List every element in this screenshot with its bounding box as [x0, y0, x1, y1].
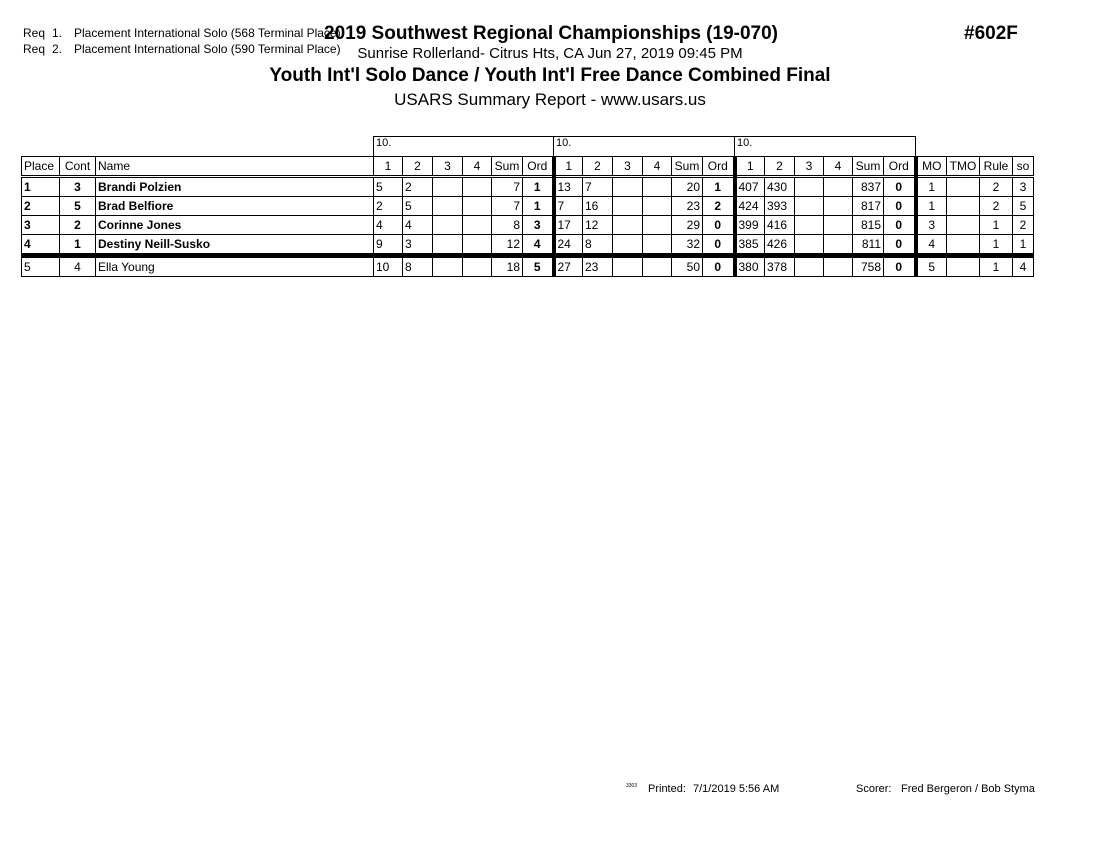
col-j3: 3	[613, 157, 643, 177]
col-j4: 4	[463, 157, 492, 177]
judge-score-cell	[643, 216, 672, 235]
judge-score-cell: 9	[374, 235, 403, 256]
judge-score-cell	[643, 177, 672, 197]
judge-score-cell	[824, 256, 853, 277]
col-sum: Sum	[672, 157, 703, 177]
judge-score-cell	[795, 235, 824, 256]
sum-cell: 12	[492, 235, 523, 256]
col-j2: 2	[765, 157, 795, 177]
judge-score-cell: 13	[554, 177, 583, 197]
group-3-label: 10.	[735, 137, 916, 157]
judge-score-cell	[795, 197, 824, 216]
column-header-row	[22, 157, 1034, 177]
ord-cell: 0	[884, 197, 916, 216]
sum-cell: 817	[853, 197, 884, 216]
judge-score-cell	[824, 216, 853, 235]
judge-score-cell	[613, 235, 643, 256]
mo-cell: 3	[916, 216, 947, 235]
sum-cell: 837	[853, 177, 884, 197]
ord-cell: 4	[523, 235, 554, 256]
col-j3: 3	[795, 157, 824, 177]
ord-cell: 0	[703, 216, 735, 235]
table-row	[22, 256, 1034, 277]
cont-cell: 4	[60, 256, 96, 277]
sum-cell: 20	[672, 177, 703, 197]
mo-cell: 5	[916, 256, 947, 277]
table-row	[22, 177, 1034, 197]
judge-score-cell	[824, 235, 853, 256]
judge-score-cell	[795, 216, 824, 235]
judge-score-cell: 416	[765, 216, 795, 235]
req-number: 1.	[52, 26, 63, 40]
judge-score-cell	[643, 256, 672, 277]
judge-score-cell: 5	[374, 177, 403, 197]
so-cell: 3	[1013, 177, 1034, 197]
cont-cell: 5	[60, 197, 96, 216]
table-row	[22, 216, 1034, 235]
sum-cell: 811	[853, 235, 884, 256]
judge-score-cell: 24	[554, 235, 583, 256]
req-label: Req	[23, 42, 46, 56]
sum-cell: 50	[672, 256, 703, 277]
req-text: Placement International Solo (568 Terminal Place)	[74, 26, 341, 40]
place-cell: 5	[22, 256, 60, 277]
judge-score-cell	[613, 256, 643, 277]
col-j1: 1	[554, 157, 583, 177]
rule-cell: 2	[980, 177, 1013, 197]
so-cell: 4	[1013, 256, 1034, 277]
judge-score-cell: 7	[554, 197, 583, 216]
col-sum: Sum	[853, 157, 884, 177]
col-place: Place	[22, 157, 60, 177]
name-cell: Corinne Jones	[96, 216, 374, 235]
ord-cell: 0	[703, 256, 735, 277]
judge-score-cell	[463, 197, 492, 216]
so-cell: 2	[1013, 216, 1034, 235]
tmo-cell	[947, 216, 980, 235]
col-ord: Ord	[703, 157, 735, 177]
so-cell: 1	[1013, 235, 1034, 256]
ord-cell: 1	[523, 197, 554, 216]
printed-label: Printed:	[648, 783, 686, 795]
col-j4: 4	[643, 157, 672, 177]
judge-score-cell: 424	[735, 197, 765, 216]
sum-cell: 7	[492, 177, 523, 197]
judge-score-cell	[433, 177, 463, 197]
so-cell: 5	[1013, 197, 1034, 216]
ord-cell: 2	[703, 197, 735, 216]
judge-score-cell: 17	[554, 216, 583, 235]
judge-score-cell: 10	[374, 256, 403, 277]
judge-score-cell: 4	[403, 216, 433, 235]
ord-cell: 0	[884, 216, 916, 235]
sum-cell: 758	[853, 256, 884, 277]
judge-score-cell	[824, 197, 853, 216]
col-so: so	[1013, 157, 1034, 177]
ord-cell: 0	[884, 256, 916, 277]
rule-cell: 2	[980, 197, 1013, 216]
sum-cell: 815	[853, 216, 884, 235]
judge-score-cell: 12	[583, 216, 613, 235]
judge-score-cell: 380	[735, 256, 765, 277]
judge-score-cell	[613, 216, 643, 235]
name-cell: Brandi Polzien	[96, 177, 374, 197]
judge-score-cell: 7	[583, 177, 613, 197]
judge-score-cell	[433, 197, 463, 216]
group-header-row	[22, 137, 1034, 157]
sum-cell: 29	[672, 216, 703, 235]
judge-score-cell: 378	[765, 256, 795, 277]
ord-cell: 3	[523, 216, 554, 235]
name-cell: Destiny Neill-Susko	[96, 235, 374, 256]
col-j2: 2	[583, 157, 613, 177]
competition-title: 2019 Southwest Regional Championships (19-070)	[324, 23, 778, 44]
rule-cell: 1	[980, 256, 1013, 277]
col-j2: 2	[403, 157, 433, 177]
col-ord: Ord	[523, 157, 554, 177]
judge-score-cell	[643, 197, 672, 216]
sum-cell: 18	[492, 256, 523, 277]
col-sum: Sum	[492, 157, 523, 177]
col-j1: 1	[735, 157, 765, 177]
judge-score-cell: 430	[765, 177, 795, 197]
col-j1: 1	[374, 157, 403, 177]
sum-cell: 7	[492, 197, 523, 216]
judge-score-cell	[795, 177, 824, 197]
scorer-value: Fred Bergeron / Bob Styma	[901, 783, 1035, 795]
table-row	[22, 197, 1034, 216]
judge-score-cell: 8	[403, 256, 433, 277]
judge-score-cell	[433, 256, 463, 277]
mo-cell: 1	[916, 197, 947, 216]
judge-score-cell	[463, 216, 492, 235]
ord-cell: 1	[523, 177, 554, 197]
tmo-cell	[947, 197, 980, 216]
sum-cell: 8	[492, 216, 523, 235]
mo-cell: 1	[916, 177, 947, 197]
ord-cell: 0	[884, 235, 916, 256]
judge-score-cell	[824, 177, 853, 197]
judge-score-cell: 8	[583, 235, 613, 256]
judge-score-cell	[795, 256, 824, 277]
req-number: 2.	[52, 42, 63, 56]
judge-score-cell: 4	[374, 216, 403, 235]
col-cont: Cont	[60, 157, 96, 177]
col-mo: MO	[916, 157, 947, 177]
judge-score-cell: 16	[583, 197, 613, 216]
event-title: Youth Int'l Solo Dance / Youth Int'l Free Dance Combined Final	[269, 65, 831, 86]
results-table	[21, 136, 1034, 277]
judge-score-cell	[463, 177, 492, 197]
rule-cell: 1	[980, 216, 1013, 235]
mo-cell: 4	[916, 235, 947, 256]
ord-cell: 0	[884, 177, 916, 197]
name-cell: Brad Belfiore	[96, 197, 374, 216]
judge-score-cell: 23	[583, 256, 613, 277]
cont-cell: 2	[60, 216, 96, 235]
tmo-cell	[947, 177, 980, 197]
sum-cell: 32	[672, 235, 703, 256]
col-name: Name	[96, 157, 374, 177]
place-cell: 1	[22, 177, 60, 197]
report-subtitle: USARS Summary Report - www.usars.us	[394, 90, 706, 109]
col-j3: 3	[433, 157, 463, 177]
judge-score-cell	[613, 197, 643, 216]
judge-score-cell: 393	[765, 197, 795, 216]
judge-score-cell: 2	[403, 177, 433, 197]
name-cell: Ella Young	[96, 256, 374, 277]
req-label: Req	[23, 26, 46, 40]
judge-score-cell	[433, 235, 463, 256]
group-1-label: 10.	[374, 137, 554, 157]
ord-cell: 0	[703, 235, 735, 256]
judge-score-cell: 27	[554, 256, 583, 277]
tmo-cell	[947, 235, 980, 256]
judge-score-cell	[433, 216, 463, 235]
printed-value: 7/1/2019 5:56 AM	[693, 783, 780, 795]
group-2-label: 10.	[554, 137, 735, 157]
col-j4: 4	[824, 157, 853, 177]
judge-score-cell	[643, 235, 672, 256]
col-tmo: TMO	[947, 157, 980, 177]
ord-cell: 1	[703, 177, 735, 197]
place-cell: 3	[22, 216, 60, 235]
judge-score-cell: 5	[403, 197, 433, 216]
cont-cell: 1	[60, 235, 96, 256]
judge-score-cell: 2	[374, 197, 403, 216]
scorer-label: Scorer:	[856, 783, 892, 795]
cont-cell: 3	[60, 177, 96, 197]
judge-score-cell: 407	[735, 177, 765, 197]
col-rule: Rule	[980, 157, 1013, 177]
judge-score-cell	[463, 235, 492, 256]
judge-score-cell: 3	[403, 235, 433, 256]
venue-date: Sunrise Rollerland- Citrus Hts, CA Jun 27, 2019 09:45 PM	[357, 45, 743, 62]
judge-score-cell	[463, 256, 492, 277]
judge-score-cell: 399	[735, 216, 765, 235]
req-text: Placement International Solo (590 Terminal Place)	[74, 42, 341, 56]
version-mark: 3303	[626, 783, 638, 789]
place-cell: 4	[22, 235, 60, 256]
judge-score-cell: 385	[735, 235, 765, 256]
place-cell: 2	[22, 197, 60, 216]
rule-cell: 1	[980, 235, 1013, 256]
tmo-cell	[947, 256, 980, 277]
judge-score-cell: 426	[765, 235, 795, 256]
table-row	[22, 235, 1034, 256]
sum-cell: 23	[672, 197, 703, 216]
col-ord: Ord	[884, 157, 916, 177]
event-code: #602F	[964, 23, 1018, 44]
ord-cell: 5	[523, 256, 554, 277]
judge-score-cell	[613, 177, 643, 197]
